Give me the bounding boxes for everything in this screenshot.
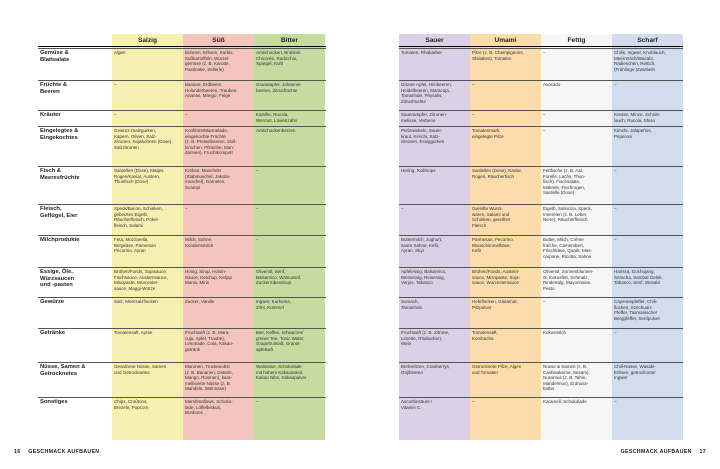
column-header-bitter: Bitter [254,36,325,47]
table-cell: Karamell, Schokolade [543,399,587,404]
table-cell: – [256,206,259,211]
table-cell: Gewürz-/Salzgurken, Kapern, Oliven, Salz- zitronen, Sojabohnen (Dose), Salzzitronen [114,128,173,150]
table-cell: Bohnen, Erbsen, Kürbis, Süßkartoffeln, Wurzel- gemüse (z. B. Karotte, Pastinake, Sellerie) [185,50,234,72]
table-cell: Chips, Croûtons, Brezeln, Popcorn [114,399,149,410]
row-divider [399,166,683,167]
table-cell: Harissa, Gochujang, Sriracha, Sambal Oelek, Tabasco, Senf, Wasabi [614,269,663,286]
row-category: Früchte & Beeren [40,82,68,95]
row-divider [399,362,683,363]
column-header-salzig: Salzig [112,36,183,47]
row-divider [38,267,326,268]
table-cell: Sumach, Tamarinde [401,299,423,310]
table-cell: – [614,330,617,335]
column-header-scharf: Scharf [612,36,683,47]
row-category: Gewürze [40,299,65,305]
table-cell: Speck/Bacon, Schinken, gebeiztes Eigelb, Räucherfleisch, Pökel- fleisch, Salami [114,206,163,228]
row-divider [38,204,326,205]
table-cell: Walnüsse, Schokolade mit hohem Kakaoanteil, Kakao Nibs, Kakaopulver [256,364,307,381]
table-cell: Hering, Rollmops [401,168,436,173]
row-divider [399,110,683,111]
table-cell: Apfelessig, Balsamico, Weinessig, Reisessig, Verjus, Tabasco [401,269,447,286]
table-cell: Nüsse & Samen (z. B. Cashewkerne, Sesam), Nussmus (z. B. Tahin, Mandelmus), Erdnuss- butter [543,364,590,392]
table-cell: Kresse, Minze, Schnitt- lauch, Rucola, Shiso [614,112,661,123]
table-cell: Fruchtsaft (z. B. Mara- cuja, Apfel, Traube), Limonade, Cola, Kakao- getränk [185,330,234,352]
table-cell: Eigelb, Salsiccia, Speck, Innereien (z. B. Leber, Niere), Räucherfleisch [543,206,593,223]
table-cell: – [472,399,475,404]
row-category: Kräuter [40,112,61,118]
row-category: Gemüse & Blattsalate [40,50,70,63]
table-cell: – [256,399,259,404]
table-cell: Zucker, Vanille [185,299,215,304]
table-cell: Kokosmilch [543,330,567,335]
header-rule [399,46,683,47]
table-cell: Banane, Erdbeere, Holunderbeeren, Trauben, Ananas, Mango, Feige [185,82,238,99]
table-cell: Chilis, Ingwer, Knoblauch, Meerrettich/Wasabi, Radieschen, Rettich, (Frühlings-)Zwiebeln [614,50,666,72]
row-divider [399,204,683,205]
table-cell: – [185,206,188,211]
table-cell: Brühen/Fonds, Austern- sauce, Misopaste, Soja- sauce, Worcestersauce [472,269,521,286]
table-cell: Avocado [543,82,561,87]
row-divider [38,362,326,363]
table-cell: Kimchi, Jalapeños, Peperoni [614,128,652,139]
table-cell: – [614,237,617,242]
table-cell: – [543,112,546,117]
row-divider [399,397,683,398]
column-header-sauer: Sauer [399,36,470,47]
table-cell: Salz, Meersalzflocken [114,299,158,304]
table-cell: Sardellen (Dose), Kaviar, Rogen, Räucherfisch [472,168,523,179]
table-cell: Maronen, Trockenobst (z. B. Bananen, Datteln, Mango, Rosinen), kara- mellisierte Nüsse (z. B. Mandeln, Walnüsse) [185,364,233,392]
table-cell: – [472,82,475,87]
table-cell: Hefeflocken, Glutamat, Pilzpulver [472,299,518,310]
table-cell: Kamille, Rucola, Wermut, Löwenzahn [256,112,298,123]
row-divider [38,110,326,111]
right-footer-title: GESCHMACK AUFBAUEN [620,449,692,455]
table-cell: Granatapfel, Johannis- beeren, Zitrusfrüchte [256,82,302,93]
table-cell: – [614,399,617,404]
right-page [360,0,720,469]
table-cell: Cayennepfeffer, Chili- flocken, Szechuan- Pfeffer, Tasmanischer Bergpfeffer, Senfpulver [614,299,660,321]
table-cell: Tomaten, Rhabarber [401,50,443,55]
table-cell: Gereifte Wurst- waren, Salami und Schinken, gereiftes Fleisch [472,206,511,228]
row-divider [38,48,326,49]
row-divider [399,297,683,298]
row-divider [399,48,683,49]
table-cell: Krebse, Muscheln (Stabmuschel, Jakobs- muschel), Garnelen, Scampi [185,168,231,190]
table-cell: – [256,237,259,242]
row-divider [399,80,683,81]
table-cell: – [401,206,404,211]
row-divider [38,80,326,81]
row-category: Eingelegtes & Eingekochtes [40,128,79,141]
right-page-number: 17 [699,449,706,455]
table-cell: Tomatensaft, Kombucha [472,330,498,341]
row-divider [38,166,326,167]
table-cell: Fruchtsaft (z. B. Zitrone, Limette, Rhabarber), Wein [401,330,450,347]
table-cell: – [543,50,546,55]
table-cell: Ascorbinsäure / Vitamin C [401,399,433,410]
table-cell: Sardellen (Dose), Matjes Rogen/Kaviar, Austern, Thunfisch (Dose) [114,168,164,185]
row-divider [399,235,683,236]
row-category: Milchprodukte [40,237,80,243]
table-cell: – [543,299,546,304]
table-cell: Chili-Nüsse, Wasabi- Erbsen, getrockneter Ingwer [614,364,656,381]
table-cell: – [472,112,475,117]
table-cell: Sauerampfer, Zitronen- melisse, Verbene [401,112,448,123]
table-cell: Algen [114,50,126,55]
table-cell: – [614,206,617,211]
table-cell: Berberitzen, Cranberrys, Gojibeeren [401,364,451,375]
left-footer-title: GESCHMACK AUFBAUEN [28,449,100,455]
table-cell: Konfitüre/Marmelade, eingekochte Früchte (z. B. Preiselbeeren, Süß- kirschen, Pfirsiche, Man- darinen), Fruchtkompott [185,128,237,156]
table-cell: Getrocknete Pilze, Algen und Tomaten [472,364,522,375]
left-page-number: 16 [14,449,21,455]
row-divider [399,328,683,329]
row-category: Essige, Öle, Würzsaucen und -pasten [40,269,75,288]
table-cell: – [543,128,546,133]
table-cell: – [185,112,188,117]
column-header-fettig: Fettig [541,36,612,47]
table-cell: Bier, Kaffee, schwarzer/ grüner Tee, Tonic Water, Grapefruitsaft, Granat- apfelsaft [256,330,305,352]
table-cell: Tomatenmark, eingelegte Pilze [472,128,504,139]
table-cell: Buttermilch, Joghurt, saure Sahne, Kefir, Ayran, Skyr [401,237,443,254]
row-divider [38,297,326,298]
left-footer [14,449,99,455]
row-divider [399,126,683,127]
row-category: Nüsse, Samen & Getrocknetes [40,364,86,377]
table-cell: Artischocken, Brokkoli, Chicorée, Radicchio, Spargel, Kohl [256,50,302,67]
table-cell: – [256,168,259,173]
row-divider [38,235,326,236]
row-category: Getränke [40,330,66,336]
table-cell: Grüner Apfel, Himbeeren, Heidelbeeren, Maracuja, Tamarinde, Physalis, Zitrusfrüchte [401,82,453,104]
table-cell: Artischockenherzen [256,128,296,133]
table-cell: – [614,168,617,173]
row-category: Fisch & Meeresfrüchte [40,168,80,181]
column-header-suess: Süß [183,36,254,47]
table-cell: Olivenöl, Sonnenblumen- öl, Kokosfett, Schmalz, Rindertalg, Mayonnaise, Pesto [543,269,594,291]
table-cell: Fettfische (z. B. Aal, Forelle, Lachs, Thun- fisch), Fischsalate, Makrele, Fischrogen, Sardelle (Dose) [543,168,586,196]
table-cell: Pilze (z. B. Champignons, Shiitakes), Tomaten [472,50,524,61]
row-category: Sonstiges [40,399,68,405]
table-cell: Tomatensaft, Ayran [114,330,153,335]
table-cell: Perlzwiebeln, Sauer- kraut, Kimchi, Salz- zitronen, Essiggurken [401,128,445,145]
table-cell: Honig, Sirup, Hoisin- Sauce, Ketchup, Ketjap Manis, Mirin [185,269,233,286]
row-divider [38,126,326,127]
table-cell: Olivenöl, Senf, Balsamico, Walnussöl, Zuckerrübensirup [256,269,302,286]
row-divider [38,328,326,329]
table-cell: Gesalzene Nüsse, Samen und Getrocknetes [114,364,167,375]
table-cell: Brühen/Fonds, Sojasauce, Fischsauce, Austernsauce, Misopaste, Worcester- sauce, Maggi-Würze [114,269,168,291]
table-cell: Feta, Mozzarella, Bergkäse, Parmesan Pecorino, Ayran [114,237,157,254]
table-cell: Parmesan, Pecorino, Blauschimmelkäse, Kefir [472,237,515,254]
right-footer [621,449,706,455]
table-cell: – [114,112,117,117]
row-divider [38,397,326,398]
column-header-umami: Umami [470,36,541,47]
table-cell: Milch, Sahne, Kondensmilch [185,237,214,248]
table-cell: Ingwer, Kurkuma, Zimt, Kümmel [256,299,292,310]
header-rule [38,46,326,47]
table-cell: Butter, Milch, Crème fraîche, Camembert, Frischkäse, Quark, Mas- carpone, Ricotta, Sahne [543,237,593,259]
table-cell: – [614,82,617,87]
table-cell: – [114,82,117,87]
table-cell: Marshmallows, Schoko- lade, Löffelbiskuit, Bonbons [185,399,233,416]
row-category: Fleisch, Geflügel, Eier [40,206,78,219]
row-divider [399,267,683,268]
